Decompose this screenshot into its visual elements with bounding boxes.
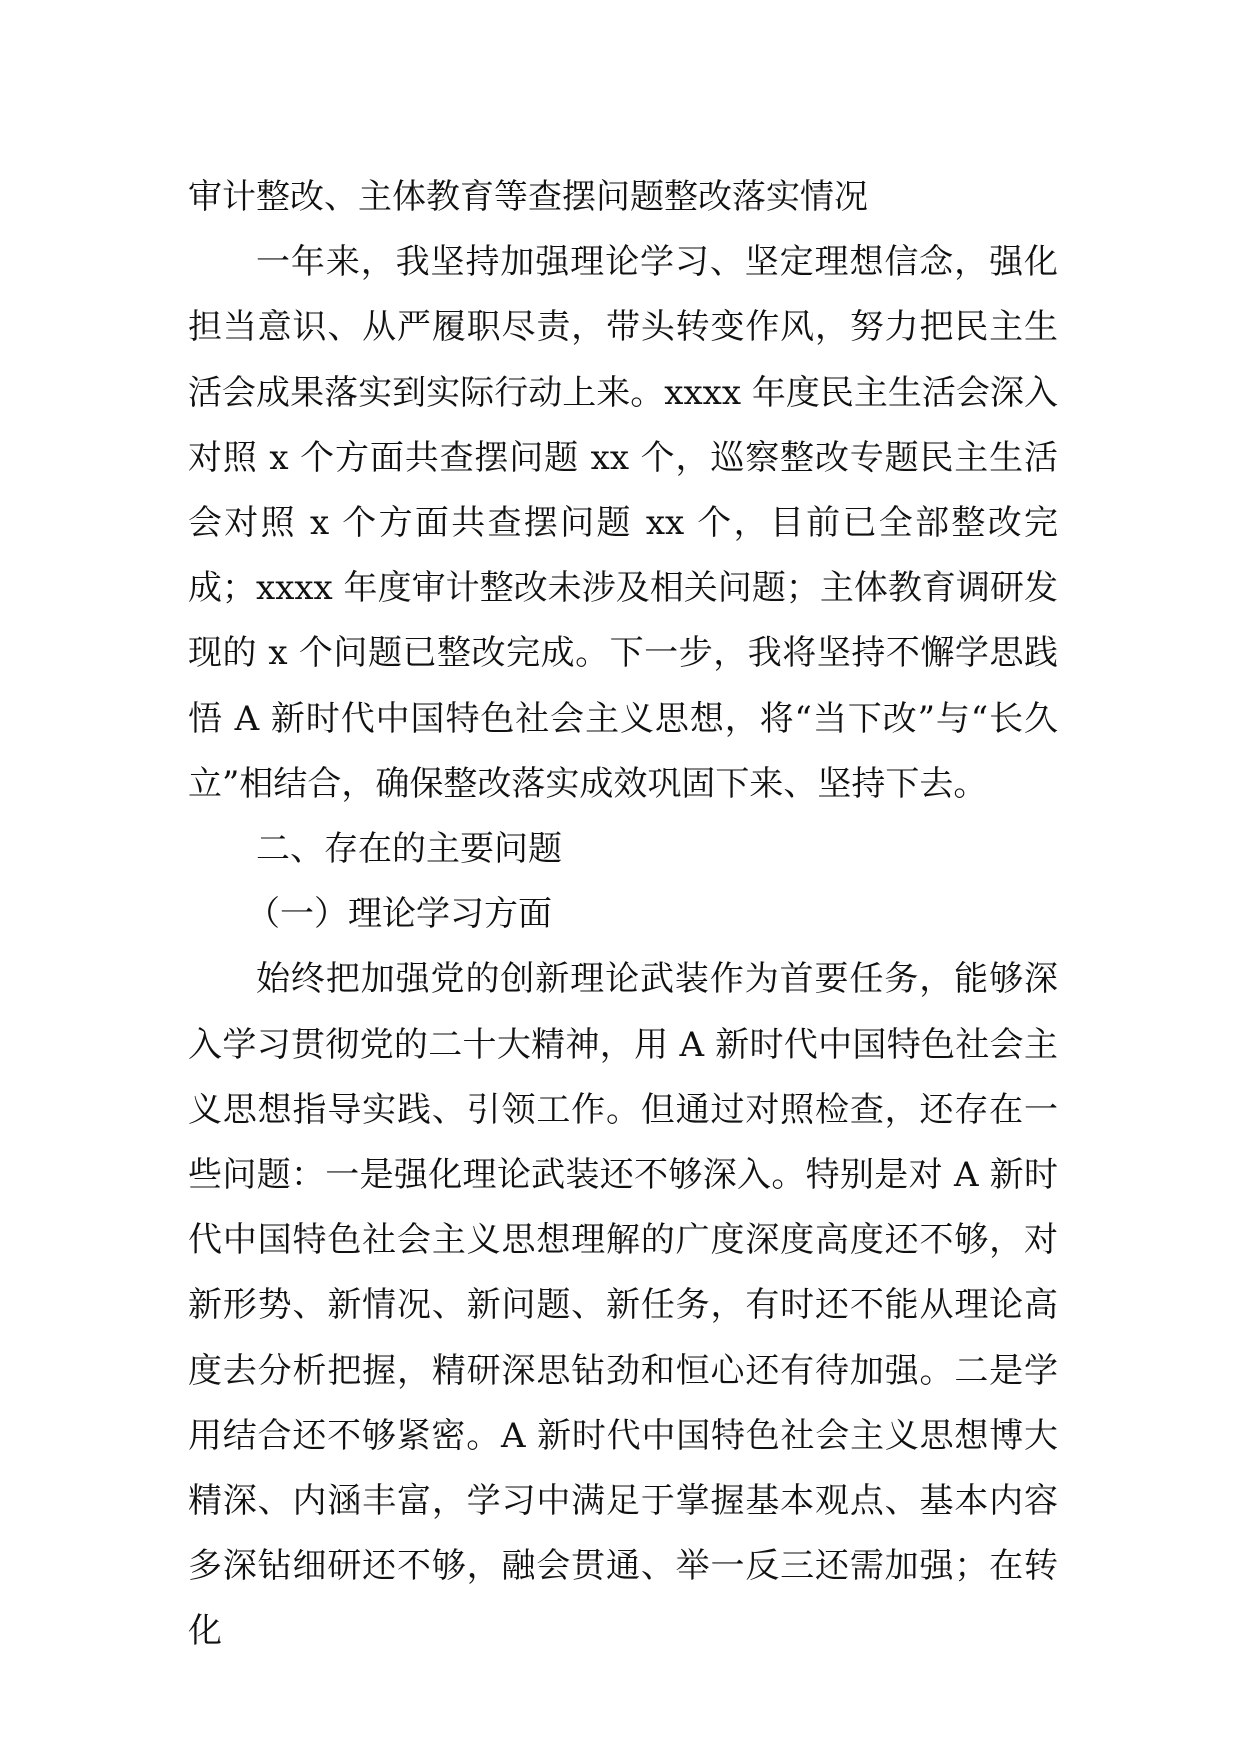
subsection-heading-theory-study: （一）理论学习方面: [246, 894, 552, 935]
body-paragraph-summary: 一年来，我坚持加强理论学习、坚定理想信念，强化担当意识、从严履职尽责，带头转变作风，努力把民主生活会成果落实到实际行动上来。xxxx 年度民主生活会深入对照 x 个方面共查摆问题 xx 个，巡察整改专题民主生活会对照 x 个方面共查摆问题 xx 个，目前已全部整改完成；xxxx 年度审计整改未涉及相关问题；主体教育调研发现的 x 个问题已整改完成。下一步，我将坚持不懈学思践悟 A 新时代中国特色社会主义思想，将“当下改”与“长久立”相结合，确保整改落实成效巩固下来、坚持下去。: [188, 242, 1058, 804]
body-paragraph-theory-study: 始终把加强党的创新理论武装作为首要任务，能够深入学习贯彻党的二十大精神，用 A 新时代中国特色社会主义思想指导实践、引领工作。但通过对照检查，还存在一些问题：一是强化理论武装还不够深入。特别是对 A 新时代中国特色社会主义思想理解的广度深度高度还不够，对新形势、新情况、新问题、新任务，有时还不能从理论高度去分析把握，精研深思钻劲和恒心还有待加强。二是学用结合还不够紧密。A 新时代中国特色社会主义思想博大精深、内涵丰富，学习中满足于掌握基本观点、基本内容多深钻细研还不够，融会贯通、举一反三还需加强；在转化: [188, 959, 1058, 1652]
document-body: [188, 165, 1058, 1665]
section-heading-main-problems: 二、存在的主要问题: [256, 829, 562, 870]
heading-continuation: 审计整改、主体教育等查摆问题整改落实情况: [188, 177, 868, 217]
